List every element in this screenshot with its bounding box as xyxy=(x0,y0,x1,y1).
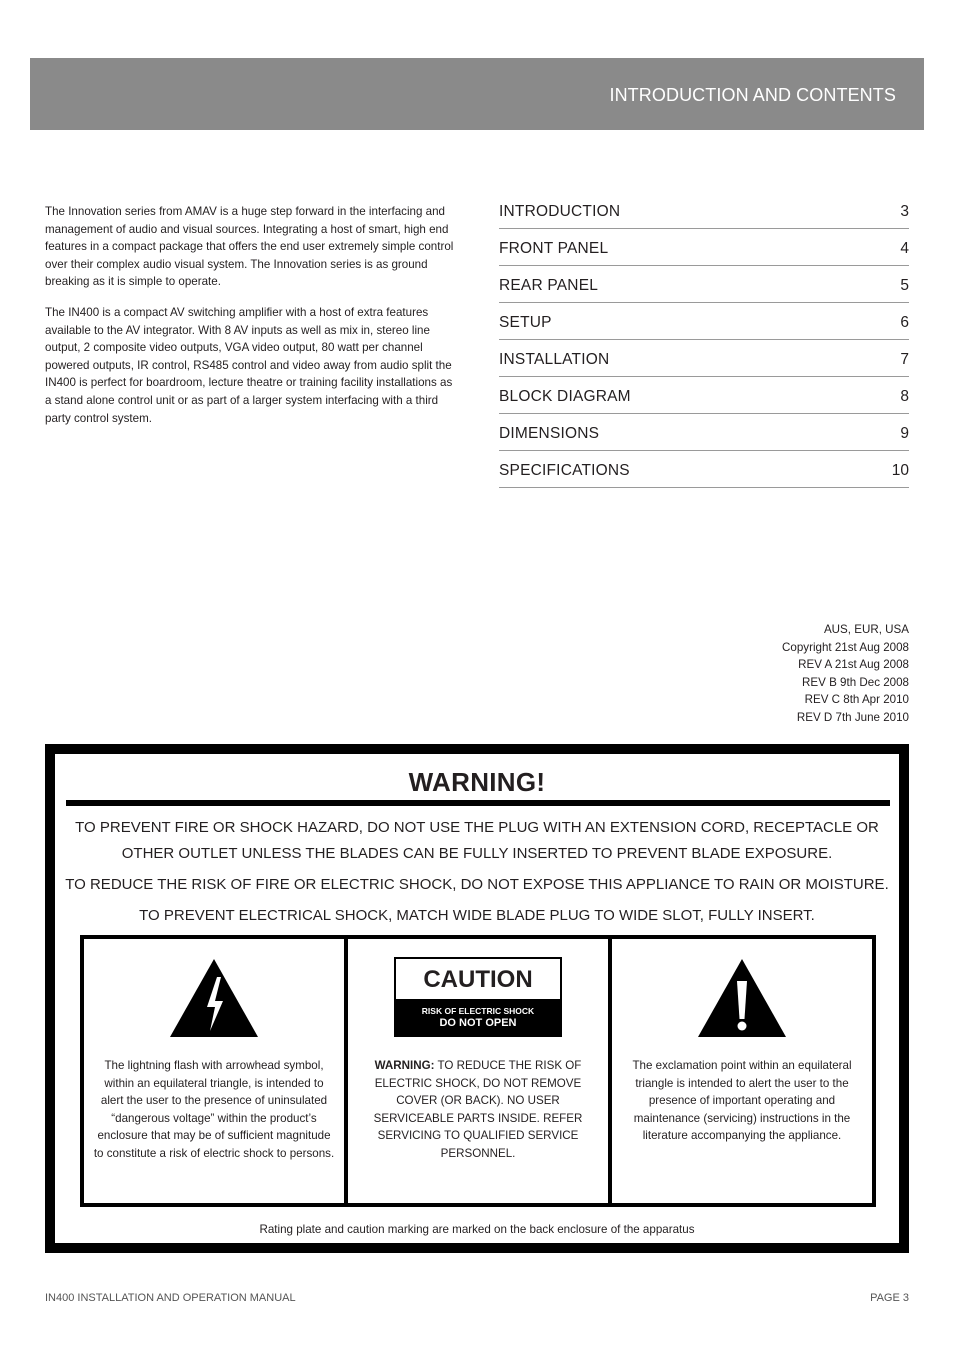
lightning-description: The lightning flash with arrowhead symbol, within an equilateral triangle, is intended to alert the user to the presence of uninsulated “dangerous voltage” within the product’s enclosure that may be of sufficient magnitude to constitute a risk of electric shock to persons. xyxy=(93,1059,335,1160)
intro-paragraph: The Innovation series from AMAV is a huge step forward in the interfacing and management of audio and visual sources. Integrating a host of smart, high end features in a compact package that offers the end user extremely simple control over their complex audio visual system. The Innovation series is as ground breaking as it is simple to operate. xyxy=(45,205,454,289)
toc-page: 5 xyxy=(900,277,909,294)
lightning-panel xyxy=(84,939,344,1203)
toc-page: 9 xyxy=(900,425,909,442)
caution-subtext: DO NOT OPEN xyxy=(439,1017,517,1029)
caution-panel xyxy=(344,939,608,1203)
toc-page: 10 xyxy=(891,462,909,479)
caution-band xyxy=(396,999,560,1035)
caution-heading: CAUTION xyxy=(423,966,533,993)
toc-label: SETUP xyxy=(499,314,552,331)
caution-warning-label: WARNING: xyxy=(374,1059,435,1072)
toc-page: 8 xyxy=(900,388,909,405)
toc-item-setup[interactable] xyxy=(499,303,909,340)
toc-label: BLOCK DIAGRAM xyxy=(499,388,631,405)
revision-line: REV A 21st Aug 2008 xyxy=(798,658,909,672)
revision-line: AUS, EUR, USA xyxy=(823,623,909,636)
caution-warning-text: TO REDUCE THE RISK OF ELECTRIC SHOCK, DO NOT REMOVE COVER (OR BACK). NO USER SERVICEABLE PARTS INSIDE. REFER SERVICING TO QUALIFIED SERVICE PERSONNEL. xyxy=(373,1059,583,1160)
toc-item-rear-panel[interactable] xyxy=(499,266,909,303)
toc-label: INSTALLATION xyxy=(499,351,610,368)
header-band xyxy=(30,58,924,130)
toc-label: INTRODUCTION xyxy=(499,203,621,220)
exclamation-description: The exclamation point within an equilateral triangle is intended to alert the user to the presence of important operating and maintenance (servicing) instructions in the literature accompanying the appliance. xyxy=(632,1059,852,1143)
warning-line: TO PREVENT FIRE OR SHOCK HAZARD, DO NOT USE THE PLUG WITH AN EXTENSION CORD, RECEPTACLE OR OTHER OUTLET UNLESS THE BLADES CAN BE FULLY INSERTED TO PREVENT BLADE EXPOSURE. xyxy=(75,819,879,862)
toc-item-block-diagram[interactable] xyxy=(499,377,909,414)
toc-label: REAR PANEL xyxy=(499,277,599,294)
page-title: INTRODUCTION AND CONTENTS xyxy=(609,85,896,105)
warning-divider xyxy=(66,800,890,806)
toc-item-specifications[interactable] xyxy=(499,451,909,488)
toc-page: 6 xyxy=(900,314,909,331)
toc-item-installation[interactable] xyxy=(499,340,909,377)
revision-line: REV C 8th Apr 2010 xyxy=(804,693,909,707)
warning-box xyxy=(45,744,909,1253)
footer-manual-title: IN400 INSTALLATION AND OPERATION MANUAL xyxy=(45,1292,296,1304)
revision-line: REV B 9th Dec 2008 xyxy=(802,675,909,689)
toc-item-introduction[interactable] xyxy=(499,192,909,229)
exclamation-warning-icon xyxy=(697,957,787,1039)
toc-page: 4 xyxy=(900,240,909,257)
table-of-contents xyxy=(499,192,909,488)
lightning-warning-icon xyxy=(169,957,259,1039)
rating-note: Rating plate and caution marking are marked on the back enclosure of the apparatus xyxy=(259,1223,695,1236)
caution-label xyxy=(394,957,562,1037)
toc-page: 3 xyxy=(900,203,909,220)
toc-label: FRONT PANEL xyxy=(499,240,609,257)
safety-symbols-panels xyxy=(80,935,876,1207)
warning-line: TO REDUCE THE RISK OF FIRE OR ELECTRIC SHOCK, DO NOT EXPOSE THIS APPLIANCE TO RAIN OR MOISTURE. xyxy=(65,876,889,893)
toc-item-front-panel[interactable] xyxy=(499,229,909,266)
warning-text xyxy=(55,815,899,934)
toc-label: SPECIFICATIONS xyxy=(499,462,630,479)
revision-line: REV D 7th June 2010 xyxy=(796,710,909,724)
toc-item-dimensions[interactable] xyxy=(499,414,909,451)
warning-line: TO PREVENT ELECTRICAL SHOCK, MATCH WIDE BLADE PLUG TO WIDE SLOT, FULLY INSERT. xyxy=(139,907,815,924)
warning-title: WARNING! xyxy=(408,767,546,797)
toc-page: 7 xyxy=(900,351,909,368)
caution-description xyxy=(356,1057,600,1163)
revision-history xyxy=(782,621,909,727)
footer-page-number: PAGE 3 xyxy=(870,1292,909,1304)
intro-paragraph: The IN400 is a compact AV switching amplifier with a host of extra features available to the AV integrator. With 8 AV inputs as well as mix in, stereo line output, 2 composite video outputs, VGA video output, 80 watt per channel powered outputs, IR control, RS485 control and video away from audio split the IN400 is perfect for boardroom, lecture theatre or training facility installations as a stand alone control unit or as part of a larger system interfacing with a third party control system. xyxy=(45,305,453,425)
caution-subtext: RISK OF ELECTRIC SHOCK xyxy=(421,1006,535,1016)
revision-line: Copyright 21st Aug 2008 xyxy=(782,640,909,654)
toc-label: DIMENSIONS xyxy=(499,425,600,442)
exclamation-panel xyxy=(608,939,872,1203)
introduction-text xyxy=(45,203,457,440)
